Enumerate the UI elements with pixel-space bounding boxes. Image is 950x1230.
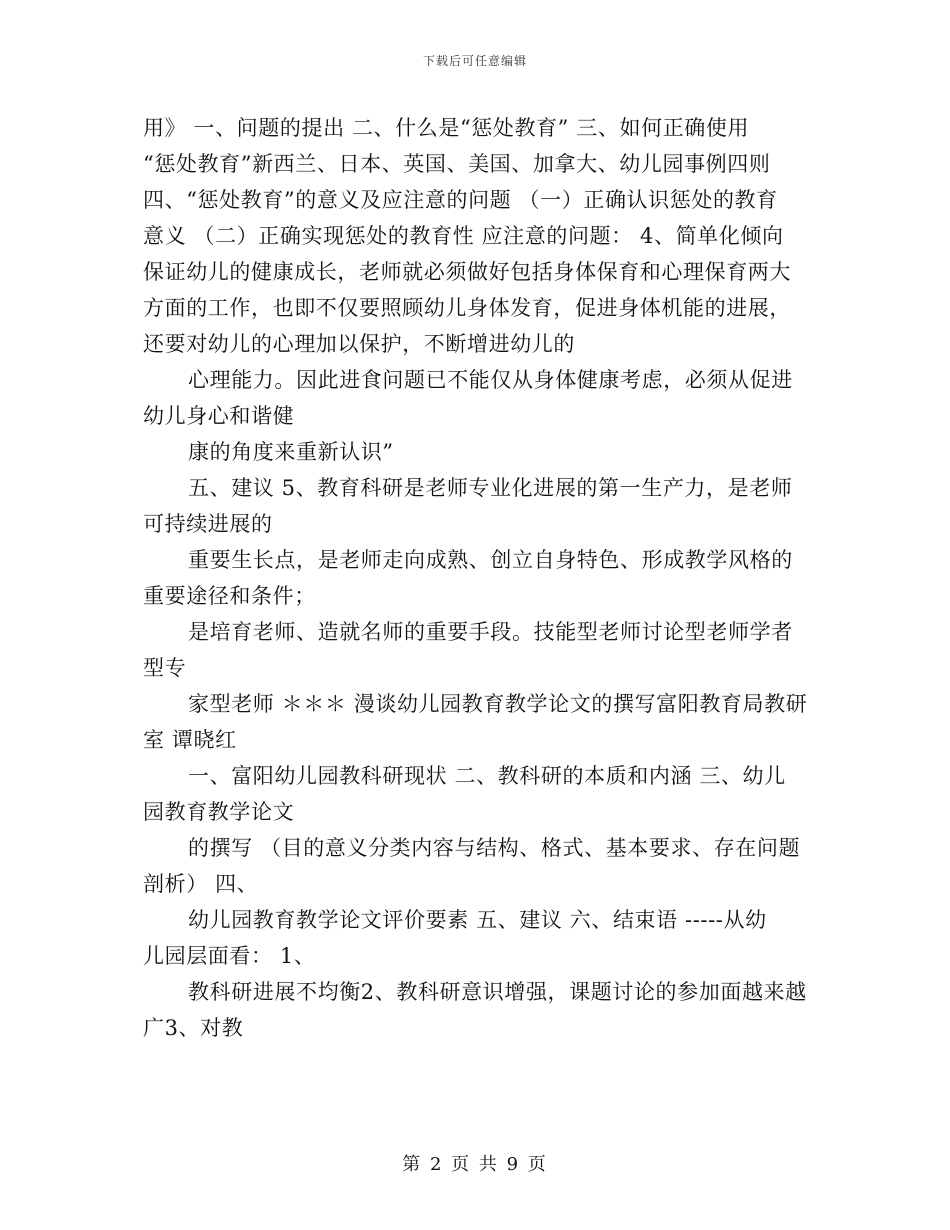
text-line: 康的角度来重新认识”: [188, 440, 394, 464]
text-line: 儿园层面看： 1、: [143, 944, 316, 968]
text-line: 用》 一、问题的提出 二、什么是“惩处教育” 三、如何正确使用: [143, 116, 750, 140]
text-line: 一、富阳幼儿园教科研现状 二、教科研的本质和内涵 三、幼儿: [188, 764, 786, 788]
text-line: 意义 （二）正确实现惩处的教育性 应注意的问题： 4、简单化倾向: [143, 224, 784, 248]
text-line: 园教育教学论文: [143, 800, 295, 824]
body-text: [143, 110, 813, 1046]
text-line: 可持续进展的: [143, 512, 273, 536]
text-line: 幼儿身心和谐健: [143, 404, 295, 428]
text-line: 重要生长点，是老师走向成熟、创立自身特色、形成教学风格的: [188, 548, 793, 572]
text-line: 教科研进展不均衡2、教科研意识增强，课题讨论的参加面越来越: [188, 980, 807, 1004]
page-number-footer: 第 2 页 共 9 页: [402, 1154, 548, 1175]
text-line: 方面的工作，也即不仅要照顾幼儿身体发育，促进身体机能的进展，: [143, 296, 791, 320]
text-line: 还要对幼儿的心理加以保护，不断增进幼儿的: [143, 332, 575, 356]
text-line: 重要途径和条件；: [143, 584, 316, 608]
text-line: 保证幼儿的健康成长，老师就必须做好包括身体保育和心理保育两大: [143, 260, 791, 284]
text-line: 是培育老师、造就名师的重要手段。技能型老师讨论型老师学者: [188, 620, 793, 644]
page-header: 下载后可任意编辑: [422, 54, 527, 68]
text-line: 型专: [143, 656, 187, 680]
text-line: 四、“惩处教育”的意义及应注意的问题 （一）正确认识惩处的教育: [143, 188, 778, 212]
text-line: 广3、对教: [143, 1016, 244, 1040]
text-line: 家型老师 ＊＊＊ 漫谈幼儿园教育教学论文的撰写富阳教育局教研: [188, 692, 808, 716]
text-line: 室 谭晓红: [143, 728, 237, 752]
text-line: “惩处教育”新西兰、日本、英国、美国、加拿大、幼儿园事例四则: [143, 152, 771, 176]
text-line: 的撰写 （目的意义分类内容与结构、格式、基本要求、存在问题: [188, 836, 801, 860]
text-line: 剖析） 四、: [143, 872, 259, 896]
text-line: 幼儿园教育教学论文评价要素 五、建议 六、结束语 -----从幼: [188, 908, 767, 932]
text-line: 心理能力。因此进食问题已不能仅从身体健康考虑，必须从促进: [188, 368, 793, 392]
text-line: 五、建议 5、教育科研是老师专业化进展的第一生产力，是老师: [188, 476, 793, 500]
